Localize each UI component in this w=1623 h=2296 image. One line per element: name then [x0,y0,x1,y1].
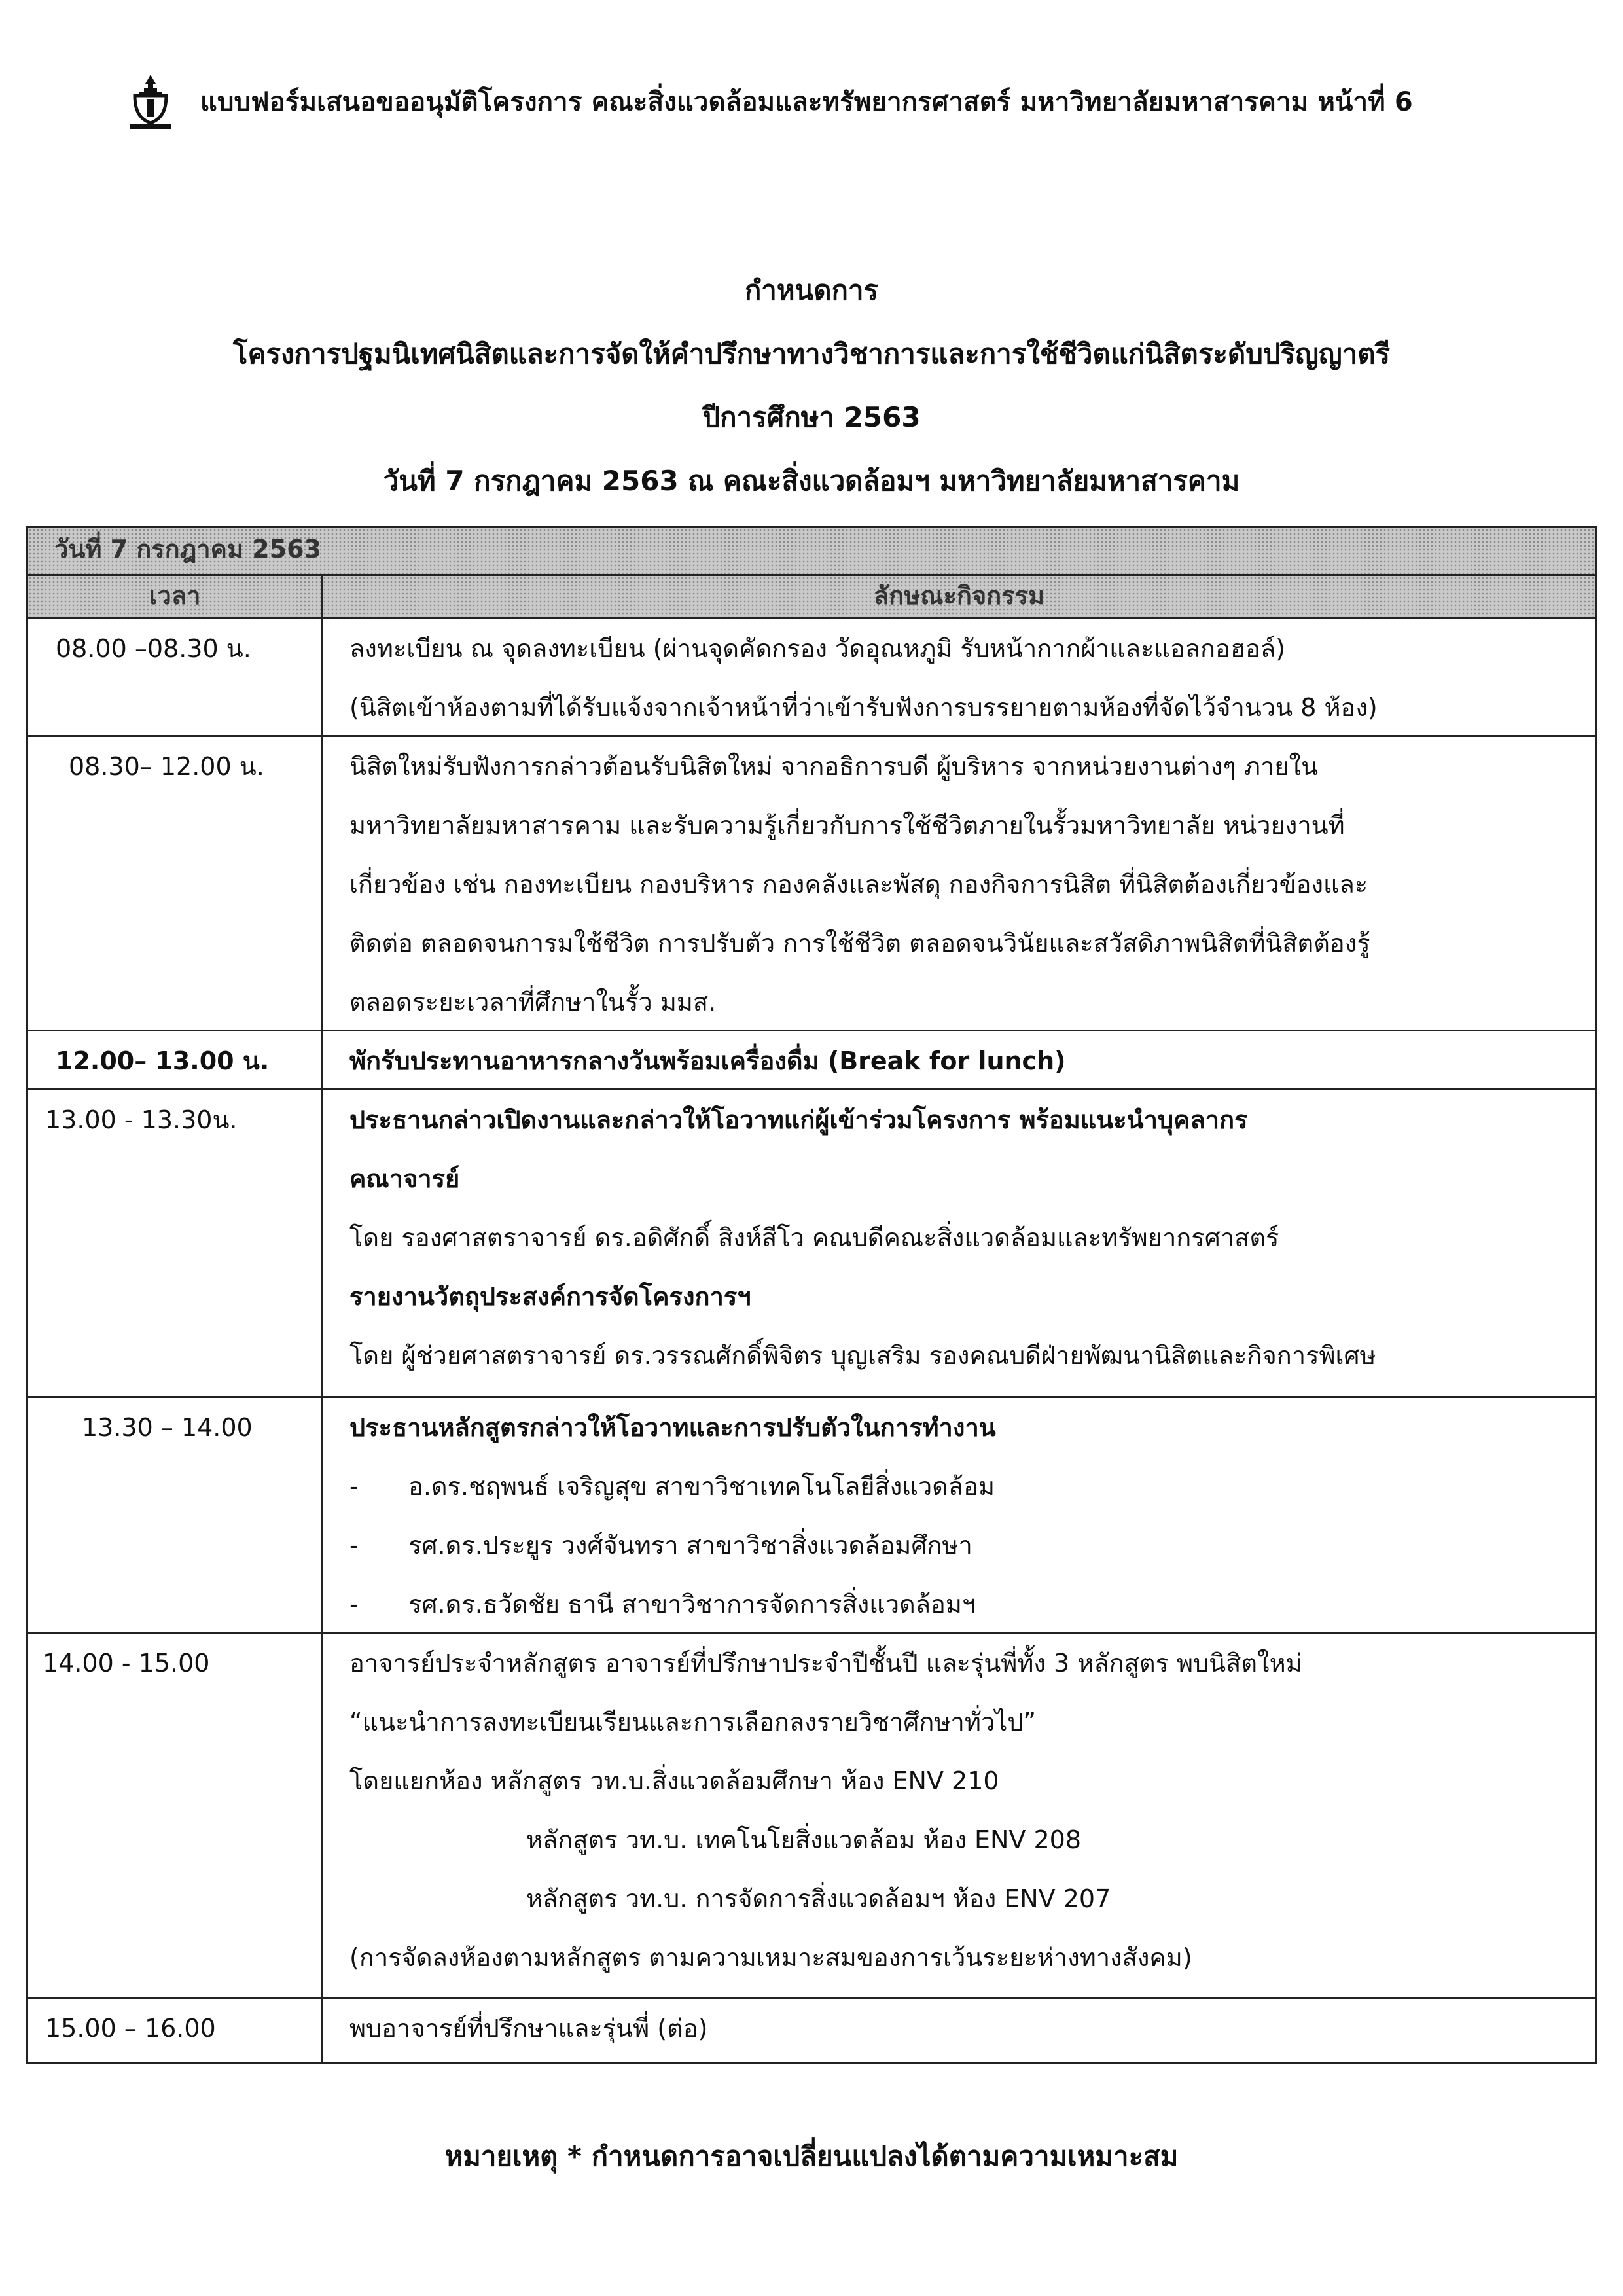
schedule-table [26,526,1597,2064]
table-row [28,1396,1595,1632]
table-row [28,735,1595,1030]
row-activity [321,1398,1595,1632]
table-row [28,617,1595,735]
page-header [124,72,1538,131]
row-activity [321,1090,1595,1396]
row-activity [321,737,1595,1030]
list-item [349,1516,1595,1575]
activity-line: โดย รองศาสตราจารย์ ดร.อดิศักดิ์ สิงห์สีโว คณบดีคณะสิ่งแวดล้อมและทรัพยากรศาสตร์ [349,1223,1279,1252]
date-row [28,528,1595,574]
title-line-3: ปีการศึกษา 2563 [702,401,921,433]
table-row [28,1997,1595,2062]
list-item-text: รศ.ดร.ธวัดชัย ธานี สาขาวิชาการจัดการสิ่งแวดล้อมฯ [408,1590,976,1619]
list-item [349,1575,1595,1634]
document-title [0,259,1623,512]
activity-line: ประธานหลักสูตรกล่าวให้โอวาทและการปรับตัวในการทำงาน [349,1413,996,1442]
activity-line: ประธานกล่าวเปิดงานและกล่าวให้โอวาทแก่ผู้เข้าร่วมโครงการ พร้อมแนะนำบุคลากร [349,1105,1248,1134]
row-time: 08.00 –08.30 น. [56,634,251,663]
title-line-4: วันที่ 7 กรกฎาคม 2563 ณ คณะสิ่งแวดล้อมฯ มหาวิทยาลัยมหาสารคาม [383,465,1240,497]
row-time: 08.30– 12.00 น. [69,752,264,781]
row-time: 12.00– 13.00 น. [56,1047,270,1075]
bullet: - [349,1531,359,1560]
row-activity [321,619,1595,735]
row-activity [321,1634,1595,1997]
activity-line: ติดต่อ ตลอดจนการมใช้ชีวิต การปรับตัว การใช้ชีวิต ตลอดจนวินัยและสวัสดิภาพนิสิตที่นิสิตต้องรู้ [349,929,1370,958]
activity-line: มหาวิทยาลัยมหาสารคาม และรับความรู้เกี่ยวกับการใช้ชีวิตภายในรั้วมหาวิทยาลัย หน่วยงานที่ [349,811,1345,840]
list-item-text: อ.ดร.ชฤพนธ์ เจริญสุข สาขาวิชาเทคโนโลยีสิ่งแวดล้อม [408,1472,995,1501]
activity-line: พบอาจารย์ที่ปรึกษาและรุ่นพี่ (ต่อ) [349,2014,708,2043]
activity-line: อาจารย์ประจำหลักสูตร อาจารย์ที่ปรึกษาประจำปีชั้นปี และรุ่นพี่ทั้ง 3 หลักสูตร พบนิสิตใหม่ [349,1649,1302,1677]
activity-line: รายงานวัตถุประสงค์การจัดโครงการฯ [349,1282,751,1311]
activity-line: คณาจารย์ [349,1164,460,1193]
activity-line: ลงทะเบียน ณ จุดลงทะเบียน (ผ่านจุดคัดกรอง วัดอุณหภูมิ รับหน้ากากผ้าและแอลกอฮอล์) [349,634,1285,663]
table-row [28,1088,1595,1396]
row-time: 14.00 - 15.00 [43,1649,210,1677]
activity-line: ตลอดระยะเวลาที่ศึกษาในรั้ว มมส. [349,988,717,1016]
activity-line: “แนะนำการลงทะเบียนเรียนและการเลือกลงรายวิชาศึกษาทั่วไป” [349,1708,1037,1736]
title-line-2: โครงการปฐมนิเทศนิสิตและการจัดให้คำปรึกษาทางวิชาการและการใช้ชีวิตแก่นิสิตระดับปริญญาตรี [232,338,1391,370]
activity-line: (นิสิตเข้าห้องตามที่ได้รับแจ้งจากเจ้าหน้าที่ว่าเข้ารับฟังการบรรยายตามห้องที่จัดไว้จำนวน 8 ห้อง) [349,693,1378,722]
column-header-time: เวลา [149,581,201,610]
title-line-1: กำหนดการ [744,274,879,306]
activity-line: โดยแยกห้อง หลักสูตร วท.บ.สิ่งแวดล้อมศึกษา ห้อง ENV 210 [349,1767,999,1795]
header-text: แบบฟอร์มเสนอขออนุมัติโครงการ คณะสิ่งแวดล้อมและทรัพยากรศาสตร์ มหาวิทยาลัยมหาสารคาม หน้าที่ 6 [200,87,1413,117]
date-cell: วันที่ 7 กรกฎาคม 2563 [54,535,321,564]
row-activity [321,1999,1595,2062]
column-header-activity: ลักษณะกิจกรรม [321,576,1595,617]
university-logo-icon [124,72,177,131]
row-activity [321,1031,1595,1088]
table-header-row [28,574,1595,617]
activity-line: (การจัดลงห้องตามหลักสูตร ตามความเหมาะสมของการเว้นระยะห่างทางสังคม) [349,1943,1192,1972]
row-time: 13.00 - 13.30น. [45,1105,238,1134]
footer-note: หมายเหตุ * กำหนดการอาจเปลี่ยนแปลงได้ตามความเหมาะสม [444,2140,1179,2172]
row-time: 15.00 – 16.00 [45,2014,216,2043]
activity-line: หลักสูตร วท.บ. เทคโนโยสิ่งแวดล้อม ห้อง ENV 208 [526,1825,1082,1854]
activity-line: หลักสูตร วท.บ. การจัดการสิ่งแวดล้อมฯ ห้อง ENV 207 [526,1884,1111,1913]
bullet: - [349,1590,359,1619]
activity-line: พักรับประทานอาหารกลางวันพร้อมเครื่องดื่ม (Break for lunch) [349,1047,1066,1075]
activity-line: เกี่ยวข้อง เช่น กองทะเบียน กองบริหาร กองคลังและพัสดุ กองกิจการนิสิต ที่นิสิตต้องเกี่ยวข้องและ [349,870,1368,899]
activity-line: โดย ผู้ช่วยศาสตราจารย์ ดร.วรรณศักดิ์พิจิตร บุญเสริม รองคณบดีฝ่ายพัฒนานิสิตและกิจการพิเศษ [349,1341,1376,1370]
row-time: 13.30 – 14.00 [82,1413,253,1442]
list-item [349,1457,1595,1516]
table-row [28,1632,1595,1997]
bullet: - [349,1472,359,1501]
table-row [28,1030,1595,1088]
activity-line: นิสิตใหม่รับฟังการกล่าวต้อนรับนิสิตใหม่ จากอธิการบดี ผู้บริหาร จากหน่วยงานต่างๆ ภายใน [349,752,1319,781]
list-item-text: รศ.ดร.ประยูร วงศ์จันทรา สาขาวิชาสิ่งแวดล้อมศึกษา [408,1531,972,1560]
